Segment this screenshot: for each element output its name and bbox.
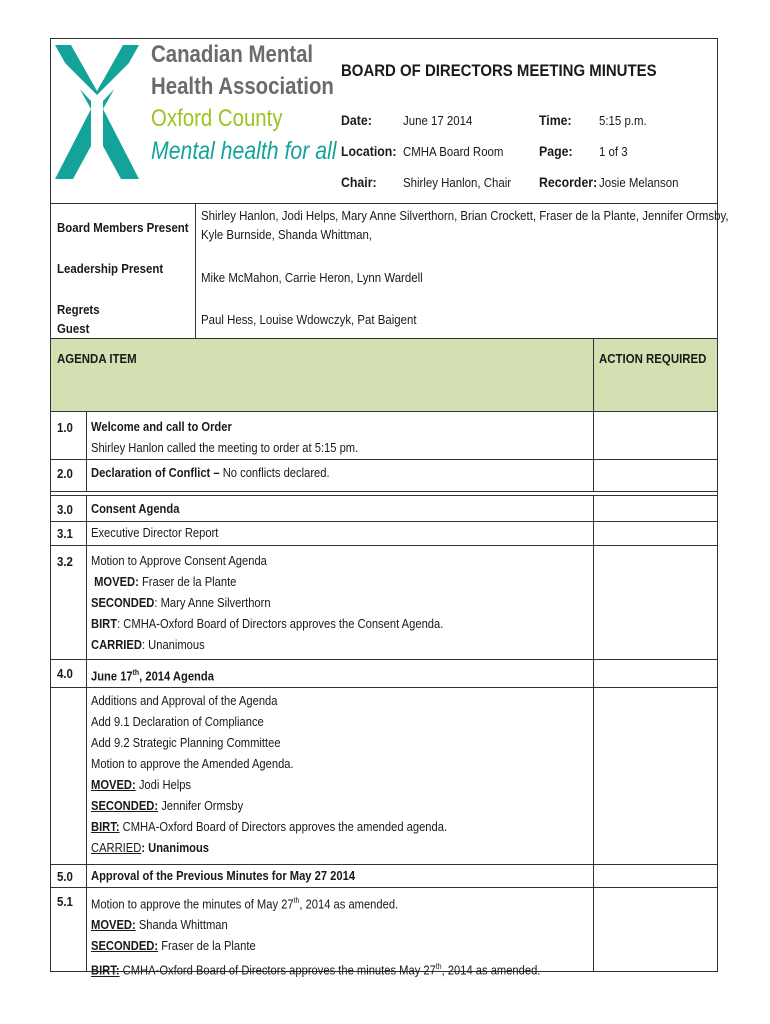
location-value: CMHA Board Room (403, 144, 504, 159)
item-number: 5.0 (57, 869, 73, 884)
leadership-value: Mike McMahon, Carrie Heron, Lynn Wardell (201, 270, 423, 285)
location-label: Location: (341, 143, 397, 159)
cmha-logo-icon (51, 39, 143, 185)
item-number: 3.2 (57, 554, 73, 569)
item-text: No conflicts declared. (219, 465, 330, 480)
seconded-value: : Mary Anne Silverthorn (154, 595, 271, 610)
org-tagline: Mental health for all (151, 137, 337, 165)
detail-line: Add 9.2 Strategic Planning Committee (91, 735, 281, 750)
seconded-label: SECONDED: (91, 938, 159, 954)
detail-line: Add 9.1 Declaration of Compliance (91, 714, 264, 729)
carried-value: : Unanimous (141, 840, 210, 855)
item-title: Declaration of Conflict – (91, 465, 220, 480)
agenda-row-3-2 (51, 546, 717, 660)
motion-sup: th (293, 896, 300, 905)
attendance-section (51, 203, 729, 339)
item-title: Consent Agenda (91, 501, 180, 516)
guest-label: Guest (57, 321, 90, 336)
item-number: 5.1 (57, 894, 73, 909)
birt-label: BIRT (91, 616, 118, 631)
carried-label: CARRIED (91, 840, 142, 855)
birt-label: BIRT: (91, 962, 120, 978)
motion-text: Motion to Approve Consent Agenda (91, 553, 267, 568)
time-value: 5:15 p.m. (599, 113, 647, 128)
org-name-line1: Canadian Mental (151, 41, 314, 68)
item-title-rest: , 2014 Agenda (139, 668, 214, 684)
moved-label: MOVED: (94, 574, 139, 589)
page-value: 1 of 3 (599, 144, 628, 159)
moved-value: Shanda Whittman (135, 917, 228, 933)
carried-value: : Unanimous (141, 637, 205, 652)
seconded-label: SECONDED: (91, 798, 159, 813)
item-title: Approval of the Previous Minutes for May 27 2014 (91, 868, 356, 883)
agenda-header-row (51, 338, 717, 412)
item-text: Executive Director Report (91, 525, 219, 540)
minutes-page (50, 38, 729, 978)
birt-value: : CMHA-Oxford Board of Directors approves the Consent Agenda. (117, 616, 444, 631)
carried-label: CARRIED (91, 637, 142, 652)
moved-label: MOVED: (91, 777, 136, 792)
board-members-line1: Shirley Hanlon, Jodi Helps, Mary Anne Silverthorn, Brian Crockett, Fraser de la Plante, Jennifer Ormsby, (201, 208, 729, 223)
agenda-row-1-0 (51, 412, 717, 460)
recorder-value: Josie Melanson (599, 175, 679, 190)
recorder-label: Recorder: (539, 174, 598, 190)
organization-name (151, 43, 369, 171)
regrets-value: Paul Hess, Louise Wdowczyk, Pat Baigent (201, 312, 417, 327)
item-number: 1.0 (57, 420, 73, 435)
agenda-row-5-0 (51, 865, 717, 888)
detail-line: Additions and Approval of the Agenda (91, 693, 278, 708)
agenda-row-3-0 (51, 495, 717, 522)
org-name-line2: Health Association (151, 73, 334, 100)
moved-value: Jodi Helps (135, 777, 192, 792)
item-number: 3.0 (57, 502, 73, 517)
birt-value: CMHA-Oxford Board of Directors approves the minutes May 27 (119, 962, 436, 978)
leadership-label: Leadership Present (57, 261, 164, 276)
moved-label: MOVED: (91, 917, 136, 933)
document-title: BOARD OF DIRECTORS MEETING MINUTES (341, 61, 657, 80)
birt-value: CMHA-Oxford Board of Directors approves the amended agenda. (119, 819, 448, 834)
agenda-row-3-1 (51, 522, 717, 546)
seconded-value: Fraser de la Plante (158, 938, 256, 954)
item-title: Welcome and call to Order (91, 419, 232, 434)
seconded-value: Jennifer Ormsby (158, 798, 244, 813)
chair-value: Shirley Hanlon, Chair (403, 175, 512, 190)
date-label: Date: (341, 112, 372, 128)
birt-label: BIRT: (91, 819, 120, 834)
item-number: 4.0 (57, 666, 73, 681)
page-label: Page: (539, 143, 573, 159)
motion-text: Motion to approve the minutes of May 27 (91, 896, 294, 912)
action-required-header: ACTION REQUIRED (599, 351, 707, 366)
chair-label: Chair: (341, 174, 377, 190)
seconded-label: SECONDED (91, 595, 155, 610)
board-members-label: Board Members Present (57, 220, 189, 235)
date-value: June 17 2014 (403, 113, 473, 128)
board-members-line2: Kyle Burnside, Shanda Whittman, (201, 227, 373, 242)
agenda-item-header: AGENDA ITEM (57, 351, 137, 366)
regrets-label: Regrets (57, 302, 100, 317)
birt-sup: th (435, 962, 442, 972)
time-label: Time: (539, 112, 572, 128)
item-number: 2.0 (57, 466, 73, 481)
birt-value-rest: , 2014 as amended. (441, 962, 541, 978)
item-title: June 17 (91, 668, 133, 684)
item-number: 3.1 (57, 526, 73, 541)
agenda-row-4-0 (51, 660, 717, 688)
org-name-line3: Oxford County (151, 105, 283, 132)
agenda-row-5-1 (51, 888, 717, 978)
agenda-row-4-0-details (51, 688, 717, 865)
item-title-sup: th (132, 668, 140, 677)
moved-value: Fraser de la Plante (138, 574, 237, 589)
document-header (51, 39, 717, 203)
item-text: Shirley Hanlon called the meeting to order at 5:15 pm. (91, 440, 359, 455)
detail-line: Motion to approve the Amended Agenda. (91, 756, 294, 771)
motion-text-rest: , 2014 as amended. (299, 896, 399, 912)
agenda-row-2-0 (51, 460, 717, 492)
